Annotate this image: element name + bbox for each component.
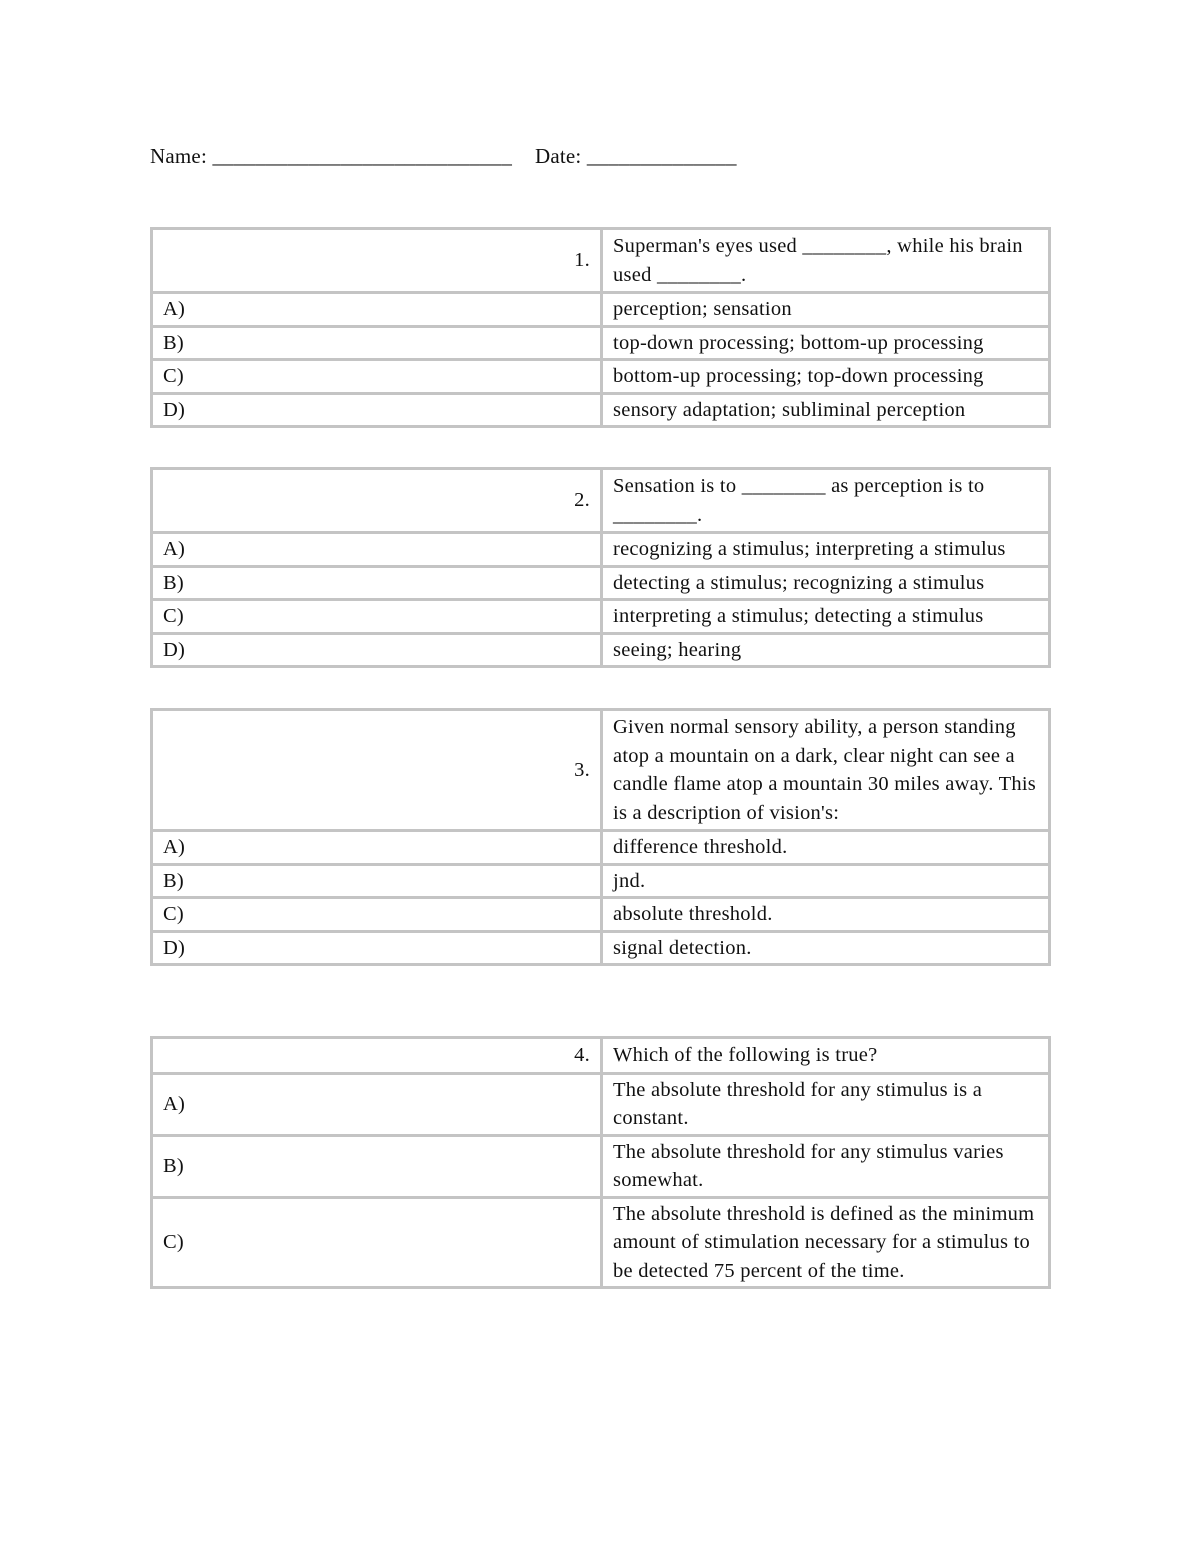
- name-blank: ____________________________: [212, 144, 513, 168]
- option-row: [153, 933, 1048, 964]
- option-row: [153, 832, 1048, 866]
- question-row: [153, 711, 1048, 832]
- question-3-table: [150, 708, 1051, 966]
- option-row: [153, 1075, 1048, 1137]
- option-letter: D): [153, 635, 603, 666]
- option-row: [153, 1137, 1048, 1199]
- question-stem: Given normal sensory ability, a person standing atop a mountain on a dark, clear night can see a candle flame atop a mountain 30 miles away. This is a description of vision's:: [603, 711, 1048, 832]
- question-number: 2.: [153, 470, 603, 534]
- question-number: 4.: [153, 1039, 603, 1075]
- option-text: perception; sensation: [603, 294, 1048, 328]
- question-row: [153, 470, 1048, 534]
- option-row: [153, 294, 1048, 328]
- option-row: [153, 395, 1048, 426]
- option-letter: C): [153, 601, 603, 635]
- option-letter: B): [153, 328, 603, 362]
- question-4-table: [150, 1036, 1051, 1289]
- option-text: absolute threshold.: [603, 899, 1048, 933]
- option-letter: C): [153, 1199, 603, 1287]
- date-blank: ______________: [586, 144, 737, 168]
- name-date-header: [150, 142, 737, 170]
- option-row: [153, 1199, 1048, 1287]
- question-number: 1.: [153, 230, 603, 294]
- date-label: Date:: [534, 144, 582, 168]
- name-label: Name:: [150, 144, 207, 168]
- option-letter: D): [153, 933, 603, 964]
- option-text: recognizing a stimulus; interpreting a stimulus: [603, 534, 1048, 568]
- option-letter: A): [153, 294, 603, 328]
- option-row: [153, 534, 1048, 568]
- option-text: bottom-up processing; top-down processing: [603, 361, 1048, 395]
- option-text: top-down processing; bottom-up processing: [603, 328, 1048, 362]
- option-row: [153, 568, 1048, 602]
- option-text: The absolute threshold for any stimulus varies somewhat.: [603, 1137, 1048, 1199]
- option-row: [153, 361, 1048, 395]
- question-2-table: [150, 467, 1051, 668]
- option-letter: C): [153, 899, 603, 933]
- option-letter: B): [153, 568, 603, 602]
- option-letter: A): [153, 1075, 603, 1137]
- question-row: [153, 1039, 1048, 1075]
- option-row: [153, 601, 1048, 635]
- question-number: 3.: [153, 711, 603, 832]
- option-row: [153, 328, 1048, 362]
- option-text: detecting a stimulus; recognizing a stimulus: [603, 568, 1048, 602]
- question-1-table: [150, 227, 1051, 428]
- option-row: [153, 899, 1048, 933]
- option-text: interpreting a stimulus; detecting a stimulus: [603, 601, 1048, 635]
- option-text: The absolute threshold for any stimulus is a constant.: [603, 1075, 1048, 1137]
- question-stem: Sensation is to ________ as perception is to ________.: [603, 470, 1048, 534]
- option-text: difference threshold.: [603, 832, 1048, 866]
- option-text: signal detection.: [613, 936, 752, 959]
- option-letter: B): [153, 1137, 603, 1199]
- question-stem: Which of the following is true?: [603, 1039, 1048, 1075]
- option-text: The absolute threshold is defined as the minimum amount of stimulation necessary for a stimulus to be detected 75 percent of the time.: [613, 1202, 1035, 1282]
- option-letter: D): [153, 395, 603, 426]
- option-text: seeing; hearing: [613, 638, 742, 661]
- option-letter: B): [153, 866, 603, 900]
- option-row: [153, 866, 1048, 900]
- option-text: sensory adaptation; subliminal perception: [613, 398, 966, 421]
- question-row: [153, 230, 1048, 294]
- option-text: jnd.: [603, 866, 1048, 900]
- option-letter: C): [153, 361, 603, 395]
- option-row: [153, 635, 1048, 666]
- option-letter: A): [153, 832, 603, 866]
- option-letter: A): [153, 534, 603, 568]
- question-stem: Superman's eyes used ________, while his brain used ________.: [603, 230, 1048, 294]
